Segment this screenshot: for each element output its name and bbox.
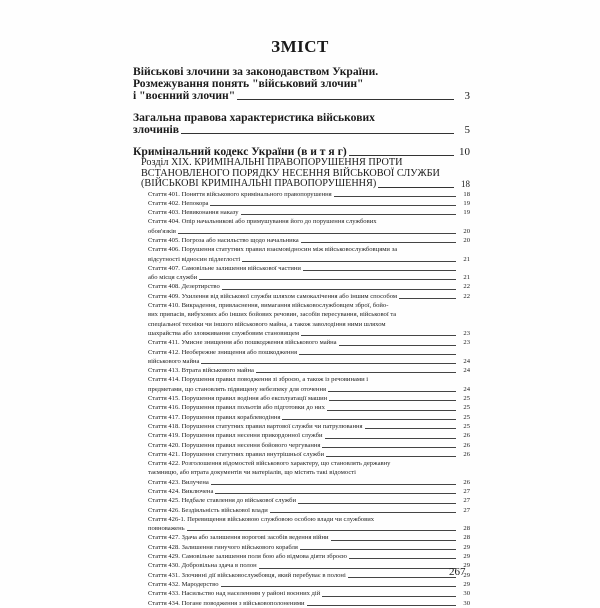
entry-last-line: [148, 236, 458, 245]
entry-last-line: [148, 543, 458, 552]
toc-article-entry[interactable]: [148, 496, 470, 505]
entry-page-number: 30: [463, 599, 470, 607]
entry-last-line: [133, 90, 456, 102]
entry-page-number: 22: [463, 292, 470, 300]
leader-rule: [325, 438, 456, 439]
leader-rule: [378, 187, 454, 188]
entry-page-number: 27: [463, 497, 470, 505]
entry-text: Стаття 420. Порушення правил несення бойового чергування: [148, 441, 321, 449]
toc-article-entry[interactable]: [148, 506, 470, 515]
toc-article-entry[interactable]: [148, 236, 470, 245]
leader-rule: [201, 363, 456, 364]
entry-text: Стаття 415. Порушення правил водіння або експлуатації машин: [148, 395, 328, 403]
entry-page-number: 23: [463, 339, 470, 347]
leader-rule: [399, 298, 456, 299]
leader-rule: [299, 354, 456, 355]
leader-rule: [329, 400, 456, 401]
toc-article-entry[interactable]: [148, 264, 470, 273]
leader-rule: [322, 447, 456, 448]
entry-text: Стаття 411. Умисне знищення або пошкодження військового майна: [148, 339, 337, 347]
entry-text: Стаття 407. Самовільне залишення військової частини: [148, 264, 301, 272]
toc-article-entry[interactable]: [148, 338, 470, 347]
toc-main-entry[interactable]: [133, 112, 470, 136]
entry-text: Кримінальний кодекс України (в и т я г): [133, 145, 347, 158]
entry-text: Стаття 403. Невиконання наказу: [148, 209, 239, 217]
entry-last-line: [141, 179, 456, 190]
entry-text: Стаття 430. Добровільна здача в полон: [148, 562, 257, 570]
entry-last-line: [148, 580, 458, 589]
entry-last-line: [148, 208, 458, 217]
leader-rule: [259, 568, 456, 569]
toc-main-entry[interactable]: [133, 66, 470, 102]
entry-last-line: [148, 524, 458, 533]
leader-rule: [301, 242, 456, 243]
entry-page-number: 10: [459, 146, 470, 158]
entry-text: відсутності відносин підлеглості: [148, 255, 241, 263]
entry-last-line: [148, 264, 458, 273]
leader-rule: [256, 372, 456, 373]
entry-line: таємницю, або втрата документів чи матеріалів, що містять такі відомості: [148, 469, 356, 477]
entry-text: Стаття 432. Мародерство: [148, 580, 219, 588]
leader-rule: [242, 261, 456, 262]
toc-article-entry[interactable]: [148, 533, 470, 542]
leader-rule: [282, 419, 456, 420]
leader-rule: [365, 428, 456, 429]
entry-text: і "воєнний злочин": [133, 89, 236, 102]
entry-text: Стаття 433. Насильство над населенням у районі воєнних дій: [148, 590, 321, 598]
entry-last-line: [148, 227, 458, 236]
leader-rule: [210, 205, 456, 206]
entry-page-number: 29: [463, 553, 470, 561]
entry-page-number: 18: [461, 179, 470, 189]
entry-line: Стаття 404. Опір начальникові або примушування його до порушення службових: [148, 218, 377, 226]
toc-article-entry[interactable]: [148, 375, 470, 394]
leader-rule: [331, 540, 456, 541]
table-of-contents: [133, 66, 470, 608]
entry-last-line: [148, 403, 458, 412]
entry-text: Стаття 424. Виключена: [148, 488, 214, 495]
entry-text: Стаття 427. Здача або залишення ворогові засобів ведення війни: [148, 534, 329, 542]
toc-article-entry[interactable]: [148, 357, 470, 366]
toc-article-entry[interactable]: [148, 450, 470, 459]
toc-article-entry[interactable]: [148, 292, 470, 301]
entry-last-line: [148, 571, 458, 580]
toc-article-entry[interactable]: [148, 282, 470, 291]
toc-article-entry[interactable]: [148, 394, 470, 403]
toc-article-entry[interactable]: [148, 459, 470, 478]
toc-article-entry[interactable]: [148, 580, 470, 589]
leader-rule: [322, 596, 456, 597]
toc-article-entry[interactable]: [148, 441, 470, 450]
leader-rule: [187, 530, 456, 531]
entry-page-number: 18: [463, 190, 470, 198]
entry-page-number: 19: [463, 209, 470, 217]
entry-line: Загальна правова характеристика військових: [133, 111, 375, 124]
toc-article-entry[interactable]: [148, 199, 470, 208]
entry-text: Стаття 428. Залишення гинучого військового корабля: [148, 543, 298, 551]
entry-page-number: 20: [463, 227, 470, 235]
entry-page-number: 21: [463, 274, 470, 282]
entry-last-line: [148, 190, 458, 199]
toc-article-entry[interactable]: [148, 301, 470, 338]
toc-article-entry[interactable]: [148, 431, 470, 440]
entry-line: Розділ XIX. КРИМІНАЛЬНІ ПРАВОПОРУШЕННЯ ПРОТИ: [141, 157, 403, 168]
entry-text: військового майна: [148, 357, 200, 365]
toc-article-entry[interactable]: [148, 245, 470, 264]
toc-article-entry[interactable]: [148, 571, 470, 580]
entry-page-number: 29: [463, 562, 470, 570]
entry-line: Стаття 426-1. Перевищення військовою службовою особою влади чи службових: [148, 515, 375, 523]
leader-rule: [178, 233, 456, 234]
entry-last-line: [148, 273, 458, 282]
entry-line: спеціальної техніки чи іншого військового майна, а також заволодіння ними шляхом: [148, 320, 386, 328]
entry-page-number: 25: [463, 395, 470, 403]
entry-page-number: 29: [463, 571, 470, 579]
entry-text: Стаття 425. Недбале ставлення до військової служби: [148, 497, 297, 505]
entry-last-line: [148, 441, 458, 450]
entry-text: повноважень: [148, 525, 185, 533]
toc-article-entry[interactable]: [148, 190, 470, 199]
entry-last-line: [148, 282, 458, 291]
entry-page-number: 24: [463, 367, 470, 375]
entry-last-line: [148, 561, 458, 570]
entry-line: ВСТАНОВЛЕНОГО ПОРЯДКУ НЕСЕННЯ ВІЙСЬКОВОЇ СЛУЖБИ: [141, 167, 440, 179]
entry-last-line: [148, 450, 458, 459]
entry-text: злочинів: [133, 123, 180, 136]
entry-page-number: 25: [463, 422, 470, 430]
entry-page-number: 29: [463, 580, 470, 588]
entry-text: Стаття 429. Самовільне залишення поля бою або відмова діяти зброєю: [148, 553, 347, 561]
leader-rule: [349, 558, 456, 559]
leader-rule: [307, 605, 456, 606]
entry-last-line: [148, 329, 458, 338]
leader-rule: [327, 410, 456, 411]
entry-last-line: [148, 431, 458, 440]
entry-page-number: 26: [463, 450, 470, 458]
leader-rule: [270, 512, 456, 513]
entry-last-line: [133, 124, 456, 136]
leader-rule: [199, 279, 456, 280]
toc-article-entry[interactable]: [148, 366, 470, 375]
entry-text: Стаття 419. Порушення правил несення прикордонної служби: [148, 432, 323, 440]
toc-article-entry[interactable]: [148, 403, 470, 412]
toc-section-entry[interactable]: [141, 158, 470, 190]
entry-last-line: [148, 496, 458, 505]
entry-text: Стаття 402. Непокора: [148, 199, 209, 207]
entry-page-number: 30: [463, 590, 470, 598]
entry-page-number: 27: [463, 488, 470, 495]
entry-text: шахрайства або зловживання службовим становищем: [148, 329, 300, 337]
entry-last-line: [148, 357, 458, 366]
entry-last-line: [148, 589, 458, 598]
toc-article-entry[interactable]: [148, 478, 470, 487]
leader-rule: [298, 503, 456, 504]
entry-last-line: [148, 478, 458, 487]
entry-text: Стаття 434. Погане поводження з військовополоненими: [148, 599, 305, 607]
entry-text: Стаття 416. Порушення правил польотів або підготовки до них: [148, 404, 325, 412]
entry-text: Стаття 431. Злочинні дії військовослужбовця, який перебуває в полоні: [148, 571, 346, 579]
entry-text: Стаття 423. Вилучена: [148, 478, 209, 486]
leader-rule: [241, 214, 456, 215]
entry-text: Стаття 421. Порушення статутних правил внутрішньої служби: [148, 450, 325, 458]
entry-line: Стаття 406. Порушення статутних правил взаємовідносин між військовослужбовцями за: [148, 246, 398, 254]
entry-line: Стаття 410. Викрадення, привласнення, вимагання військовослужбовцем зброї, бойо-: [148, 302, 389, 310]
entry-text: Стаття 417. Порушення правил кораблеводіння: [148, 413, 281, 421]
entry-last-line: [148, 348, 458, 357]
toc-article-entry[interactable]: [148, 589, 470, 598]
entry-last-line: [148, 255, 458, 264]
entry-text: Стаття 412. Необережне знищення або пошкодження: [148, 348, 297, 356]
leader-rule: [301, 335, 456, 336]
entry-page-number: 21: [463, 255, 470, 263]
entry-page-number: 29: [463, 543, 470, 551]
entry-last-line: [148, 413, 458, 422]
toc-article-entry[interactable]: [148, 487, 470, 496]
entry-text: Стаття 401. Поняття військового кримінального правопорушення: [148, 190, 332, 198]
leader-rule: [215, 493, 456, 494]
entry-page-number: 22: [463, 283, 470, 291]
leader-rule: [328, 391, 456, 392]
entry-page-number: 25: [463, 413, 470, 421]
entry-text: обов'язків: [148, 227, 177, 235]
leader-rule: [348, 577, 456, 578]
leader-rule: [349, 155, 454, 156]
entry-last-line: [148, 394, 458, 403]
entry-last-line: [148, 487, 458, 496]
entry-last-line: [148, 506, 458, 515]
leader-rule: [326, 456, 456, 457]
entry-text: або місця служби: [148, 274, 198, 282]
entry-page-number: 20: [463, 236, 470, 244]
entry-page-number: 27: [463, 506, 470, 514]
entry-last-line: [148, 199, 458, 208]
leader-rule: [334, 196, 456, 197]
entry-last-line: [148, 533, 458, 542]
entry-last-line: [148, 292, 458, 301]
entry-text: предметами, що становлять підвищену небезпеку для оточення: [148, 385, 327, 393]
leader-rule: [339, 345, 456, 346]
entry-page-number: 26: [463, 432, 470, 440]
entry-line: Військові злочини за законодавством України.: [133, 65, 379, 78]
entry-last-line: [148, 338, 458, 347]
leader-rule: [222, 289, 456, 290]
entry-text: (ВІЙСЬКОВІ КРИМІНАЛЬНІ ПРАВОПОРУШЕННЯ): [141, 178, 377, 189]
toc-article-entry[interactable]: [148, 217, 470, 236]
leader-rule: [237, 99, 454, 100]
entry-line: Стаття 422. Розголошення відомостей військового характеру, що становлять державну: [148, 460, 391, 468]
toc-article-entry[interactable]: [148, 515, 470, 534]
toc-article-entry[interactable]: [148, 208, 470, 217]
toc-article-entry[interactable]: [148, 543, 470, 552]
entry-line: вих припасів, вибухових або інших бойових речовин, засобів пересування, військової та: [148, 311, 397, 319]
entry-last-line: [148, 422, 458, 431]
toc-article-entry[interactable]: [148, 273, 470, 282]
entry-page-number: 26: [463, 478, 470, 486]
page-title: ЗМІСТ: [271, 37, 329, 56]
entry-last-line: [148, 385, 458, 394]
entry-page-number: 28: [463, 534, 470, 542]
entry-text: Стаття 408. Дезертирство: [148, 283, 220, 291]
entry-page-number: 25: [463, 404, 470, 412]
entry-page-number: 24: [463, 385, 470, 393]
entry-text: Стаття 413. Втрата військового майна: [148, 367, 254, 375]
entry-page-number: 19: [463, 199, 470, 207]
entry-text: Стаття 426. Бездіяльність військової влади: [148, 506, 268, 514]
entry-line: Стаття 414. Порушення правил поводження зі зброєю, а також із речовинами і: [148, 376, 369, 384]
entry-page-number: 3: [464, 90, 470, 102]
entry-page-number: 28: [463, 525, 470, 533]
entry-last-line: [148, 366, 458, 375]
leader-rule: [300, 549, 456, 550]
page-number: 267: [449, 566, 466, 578]
leader-rule: [303, 270, 456, 271]
leader-rule: [181, 133, 454, 134]
toc-article-entry[interactable]: [148, 413, 470, 422]
leader-rule: [221, 586, 456, 587]
entry-last-line: [148, 552, 458, 561]
entry-text: Стаття 409. Ухилення від військової служби шляхом самокалічення або іншим способом: [148, 292, 398, 300]
entry-page-number: 26: [463, 441, 470, 449]
leader-rule: [211, 484, 456, 485]
entry-line: Розмежування понять "військовий злочин": [133, 77, 364, 90]
toc-article-entry[interactable]: [148, 561, 470, 570]
entry-page-number: 23: [463, 329, 470, 337]
entry-page-number: 24: [463, 357, 470, 365]
toc-article-entry[interactable]: [148, 422, 470, 431]
toc-article-entry[interactable]: [148, 552, 470, 561]
entry-text: Стаття 405. Погроза або насильство щодо начальника: [148, 236, 299, 244]
entry-text: Стаття 418. Порушення статутних правил вартової служби чи патрулювання: [148, 422, 363, 430]
toc-article-entry[interactable]: [148, 348, 470, 357]
entry-page-number: 5: [464, 124, 470, 136]
